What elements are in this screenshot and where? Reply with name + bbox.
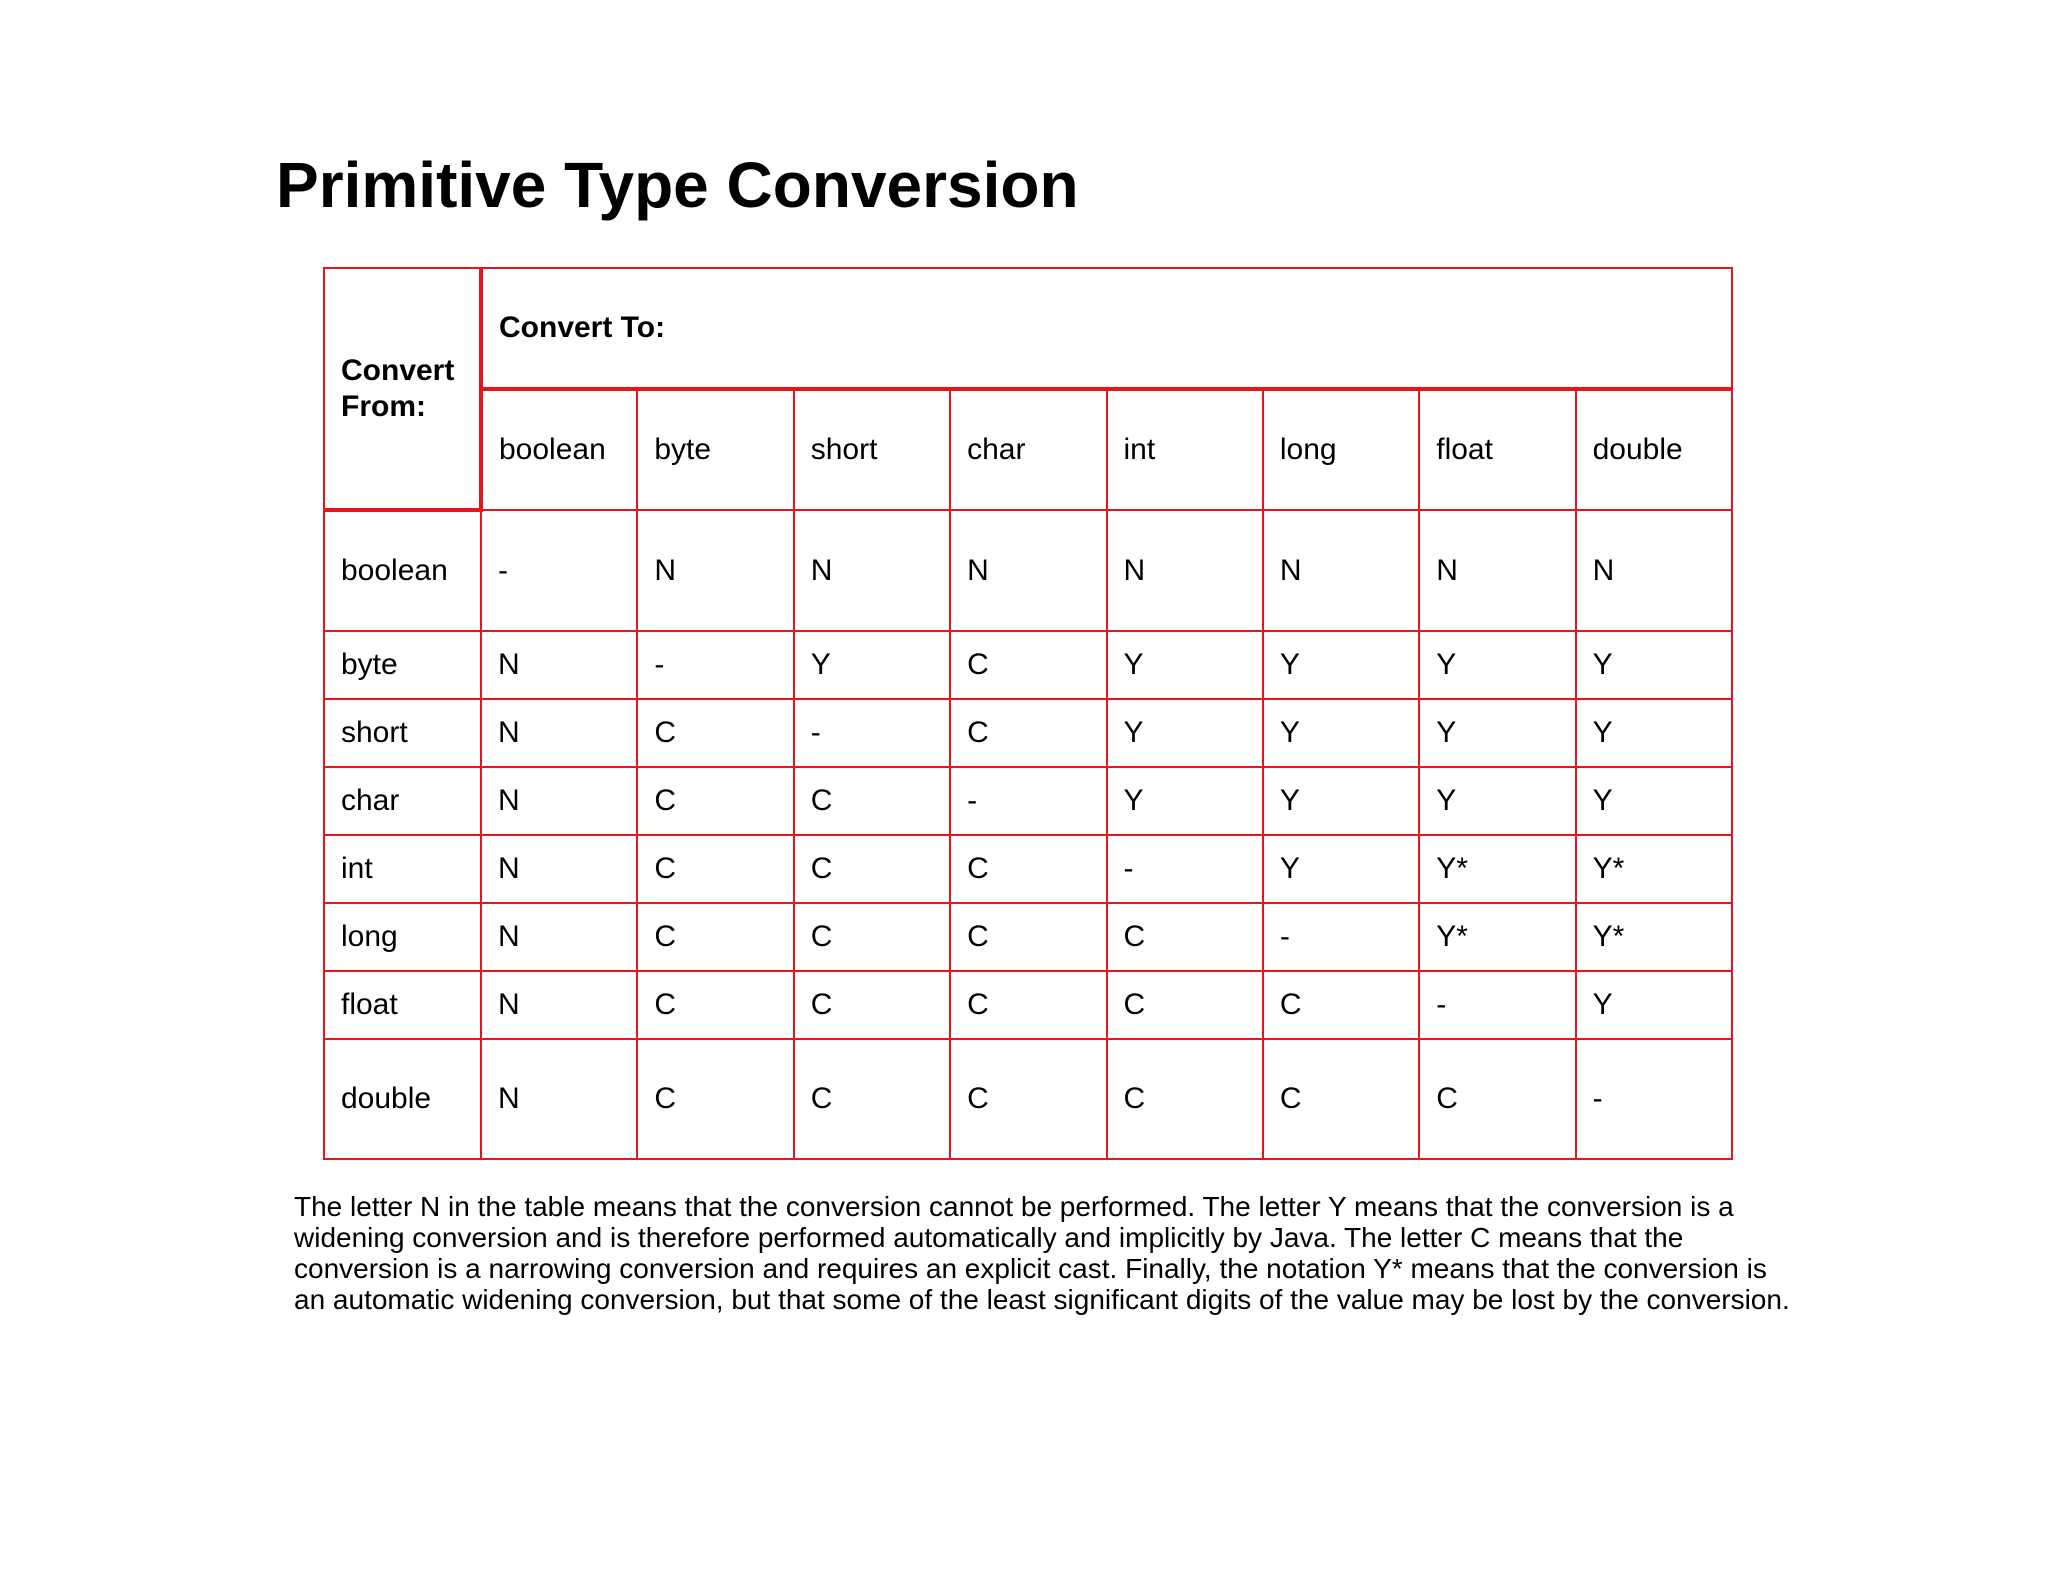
column-header-char: char — [950, 389, 1106, 510]
table-cell: N — [481, 699, 637, 767]
column-header-boolean: boolean — [481, 389, 637, 510]
table-cell: C — [637, 1039, 793, 1159]
table-cell: Y — [1576, 631, 1732, 699]
row-header-double: double — [324, 1039, 481, 1159]
column-header-long: long — [1263, 389, 1419, 510]
table-cell: C — [637, 903, 793, 971]
table-row — [324, 699, 1732, 767]
table-row — [324, 510, 1732, 631]
column-header-byte: byte — [637, 389, 793, 510]
table-row — [324, 767, 1732, 835]
table-cell: - — [794, 699, 950, 767]
table-cell: N — [1107, 510, 1263, 631]
table-cell: N — [1576, 510, 1732, 631]
table-cell: C — [1107, 1039, 1263, 1159]
table-cell: N — [1263, 510, 1419, 631]
footnote-line: an automatic widening conversion, but that some of the least significant digits of the value may be lost by the conversion. — [294, 1284, 1790, 1315]
row-header-int: int — [324, 835, 481, 903]
footnote-line: The letter N in the table means that the conversion cannot be performed. The letter Y means that the conversion is a — [294, 1191, 1734, 1222]
convert-from-header — [324, 268, 481, 510]
table-row — [324, 903, 1732, 971]
table-cell: Y — [1107, 767, 1263, 835]
table-cell: C — [794, 971, 950, 1039]
table-cell: C — [637, 699, 793, 767]
row-header-long: long — [324, 903, 481, 971]
table-cell: C — [1419, 1039, 1575, 1159]
column-header-int: int — [1107, 389, 1263, 510]
table-cell: Y — [1419, 631, 1575, 699]
table-row — [324, 631, 1732, 699]
page-title: Primitive Type Conversion — [276, 149, 1079, 221]
table-cell: Y — [1107, 699, 1263, 767]
footnote-line: widening conversion and is therefore performed automatically and implicitly by Java. The letter C means that the — [294, 1222, 1684, 1253]
table-cell: C — [637, 835, 793, 903]
table-cell: Y — [1576, 699, 1732, 767]
table-cell: Y — [1263, 767, 1419, 835]
table-cell: - — [1419, 971, 1575, 1039]
table-cell: Y* — [1576, 903, 1732, 971]
table-cell: Y* — [1576, 835, 1732, 903]
table-cell: Y — [794, 631, 950, 699]
table-cell: C — [794, 767, 950, 835]
table-cell: Y* — [1419, 835, 1575, 903]
table-cell: C — [950, 699, 1106, 767]
table-cell: Y — [1576, 767, 1732, 835]
table-cell: C — [1107, 903, 1263, 971]
table-cell: N — [481, 835, 637, 903]
table-cell: C — [794, 835, 950, 903]
footnote-line: conversion is a narrowing conversion and requires an explicit cast. Finally, the notation Y* means that the conversion is — [294, 1253, 1767, 1284]
table-cell: Y* — [1419, 903, 1575, 971]
column-header-float: float — [1419, 389, 1575, 510]
convert-to-header: Convert To: — [481, 268, 1732, 389]
column-header-row — [324, 389, 1732, 510]
table-cell: Y — [1107, 631, 1263, 699]
table-cell: C — [637, 767, 793, 835]
table-cell: N — [950, 510, 1106, 631]
legend-footnote — [294, 1191, 1844, 1315]
table-cell: N — [481, 971, 637, 1039]
table-cell: N — [637, 510, 793, 631]
table-cell: Y — [1263, 631, 1419, 699]
table-cell: C — [794, 903, 950, 971]
table-header-row — [324, 268, 1732, 389]
table-cell: C — [1263, 971, 1419, 1039]
table-cell: - — [1576, 1039, 1732, 1159]
table-cell: C — [950, 631, 1106, 699]
row-header-short: short — [324, 699, 481, 767]
row-header-boolean: boolean — [324, 510, 481, 631]
table-cell: N — [794, 510, 950, 631]
table-cell: C — [1263, 1039, 1419, 1159]
row-header-byte: byte — [324, 631, 481, 699]
table-cell: C — [950, 1039, 1106, 1159]
table-cell: Y — [1419, 699, 1575, 767]
table-cell: C — [950, 903, 1106, 971]
convert-from-label-line1: Convert — [341, 353, 455, 387]
table-cell: N — [481, 903, 637, 971]
table-cell: - — [481, 510, 637, 631]
column-header-short: short — [794, 389, 950, 510]
table-cell: Y — [1263, 699, 1419, 767]
table-cell: N — [1419, 510, 1575, 631]
table-cell: C — [1107, 971, 1263, 1039]
table-row — [324, 1039, 1732, 1159]
table-cell: - — [1107, 835, 1263, 903]
table-cell: - — [950, 767, 1106, 835]
conversion-table — [323, 267, 1733, 1160]
table-row — [324, 971, 1732, 1039]
convert-from-label-line2: From: — [341, 389, 426, 423]
table-cell: C — [950, 835, 1106, 903]
table-cell: N — [481, 767, 637, 835]
table-cell: Y — [1576, 971, 1732, 1039]
row-header-char: char — [324, 767, 481, 835]
column-header-double: double — [1576, 389, 1732, 510]
table-cell: N — [481, 631, 637, 699]
table-cell: C — [637, 971, 793, 1039]
table-cell: - — [1263, 903, 1419, 971]
table-cell: C — [950, 971, 1106, 1039]
table-cell: Y — [1263, 835, 1419, 903]
table-cell: - — [637, 631, 793, 699]
table-cell: Y — [1419, 767, 1575, 835]
row-header-float: float — [324, 971, 481, 1039]
table-cell: N — [481, 1039, 637, 1159]
table-row — [324, 835, 1732, 903]
table-cell: C — [794, 1039, 950, 1159]
